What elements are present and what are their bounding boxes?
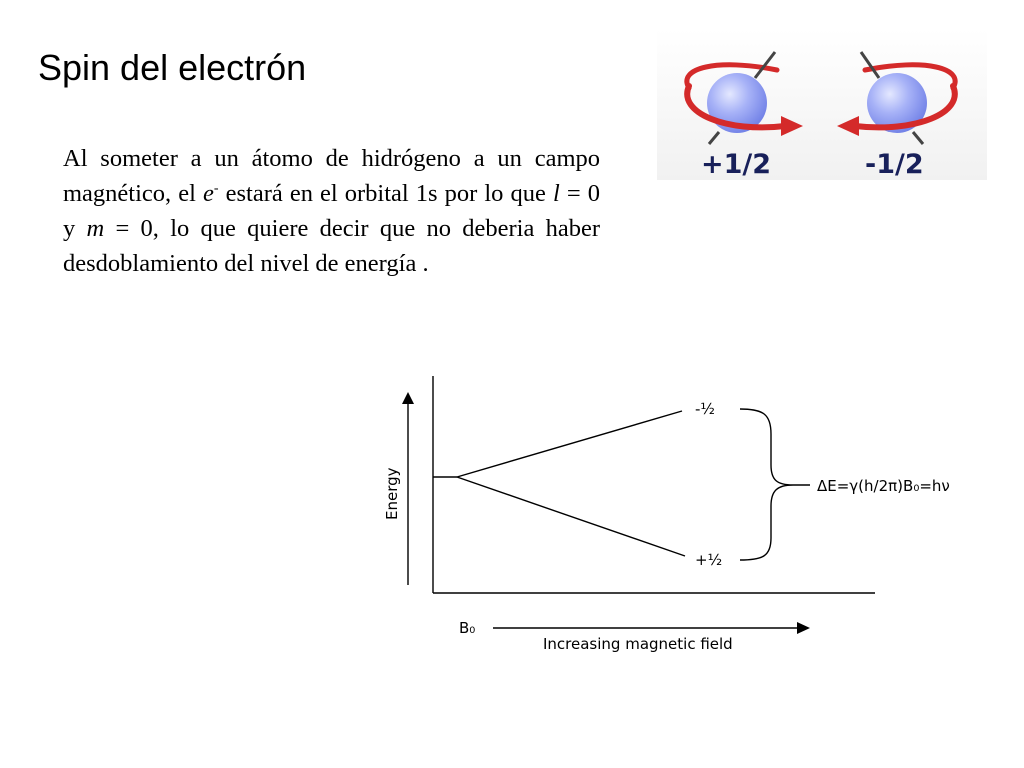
body-text-part-3: = 0 y: [63, 180, 600, 242]
l-symbol: l: [552, 180, 560, 207]
upper-level-line: [457, 411, 682, 477]
electron-symbol: e: [203, 180, 214, 207]
spin-illustration: [657, 28, 987, 180]
slide-title: Spin del electrón: [38, 47, 307, 88]
energy-splitting-diagram: [365, 370, 985, 660]
spin-down-label: -1/2: [865, 149, 924, 180]
body-text-part-2: estará en el orbital 1s por lo que: [218, 180, 553, 207]
field-axis-label: Increasing magnetic field: [543, 635, 733, 653]
spin-up-label: +1/2: [701, 149, 772, 180]
energy-axis-label: Energy: [383, 467, 401, 520]
body-paragraph: [63, 141, 600, 281]
arrow-up-icon: [402, 392, 414, 404]
electron-charge: -: [213, 181, 219, 196]
b0-label: B₀: [459, 619, 476, 637]
energy-gap-equation: ΔE=γ(h/2π)B₀=hν: [817, 477, 950, 495]
m-symbol: m: [86, 215, 105, 242]
body-text-part-1: Al someter a un átomo de hidrógeno a un campo magnético, el: [63, 145, 600, 207]
body-text-part-4: = 0, lo que quiere decir que no deberia haber desdoblamiento del nivel de energía .: [63, 215, 601, 277]
lower-level-label: +½: [695, 551, 723, 569]
upper-level-label: -½: [695, 400, 715, 418]
arrow-right-icon: [797, 622, 810, 634]
curly-brace-icon: [740, 409, 793, 560]
lower-level-line: [457, 477, 685, 556]
